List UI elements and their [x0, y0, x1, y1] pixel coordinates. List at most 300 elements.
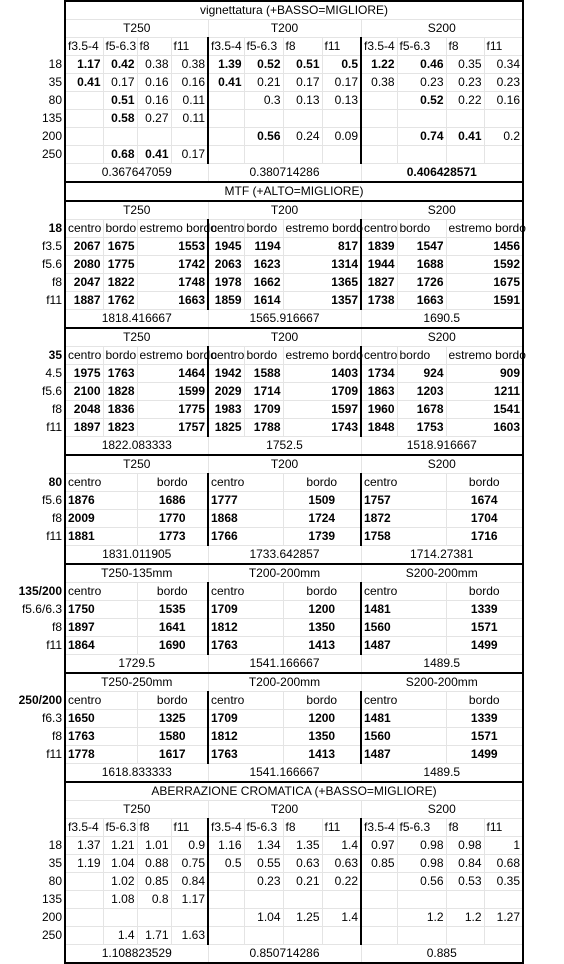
value-cell[interactable] — [65, 92, 103, 110]
value-cell[interactable]: 0.23 — [244, 873, 283, 891]
mtf-value[interactable]: 1200 — [283, 710, 361, 728]
mtf-value[interactable]: 1690 — [137, 637, 208, 655]
value-cell[interactable]: 0.8 — [137, 891, 171, 909]
value-cell[interactable]: 1.04 — [103, 855, 137, 873]
value-cell[interactable] — [208, 92, 244, 110]
lens-header[interactable]: T200 — [208, 328, 361, 347]
bordo-header[interactable]: bordo — [283, 583, 361, 601]
mtf-value[interactable]: 1763 — [65, 728, 137, 746]
value-cell[interactable]: 0.5 — [322, 56, 361, 74]
mtf-value[interactable]: 2063 — [208, 256, 244, 274]
mtf-value[interactable]: 1675 — [103, 238, 137, 256]
value-cell[interactable] — [361, 146, 397, 164]
value-cell[interactable]: 1.37 — [65, 837, 103, 855]
centro-header[interactable]: centro — [361, 347, 397, 365]
mtf-value[interactable]: 1350 — [283, 619, 361, 637]
centro-header[interactable]: centro — [208, 474, 283, 492]
mtf-value[interactable]: 1571 — [446, 619, 523, 637]
value-cell[interactable]: 1.17 — [65, 56, 103, 74]
mtf-value[interactable]: 2080 — [65, 256, 103, 274]
value-cell[interactable]: 0.41 — [65, 74, 103, 92]
value-cell[interactable]: 0.27 — [137, 110, 171, 128]
centro-header[interactable]: centro — [65, 583, 137, 601]
mtf-value[interactable]: 1704 — [446, 510, 523, 528]
mtf-value[interactable]: 1709 — [208, 710, 283, 728]
mtf-value[interactable]: 1547 — [397, 238, 446, 256]
value-cell[interactable] — [397, 110, 446, 128]
value-cell[interactable]: 0.74 — [397, 128, 446, 146]
value-cell[interactable] — [322, 891, 361, 909]
aperture-header[interactable]: f11 — [322, 819, 361, 837]
mtf-value[interactable]: 1757 — [361, 492, 446, 510]
value-cell[interactable] — [361, 128, 397, 146]
average-cell[interactable]: 1541.166667 — [208, 655, 361, 674]
section-title[interactable]: ABERRAZIONE CROMATICA (+BASSO=MIGLIORE) — [65, 782, 523, 801]
value-cell[interactable]: 1.02 — [103, 873, 137, 891]
estremo-bordo-header[interactable]: estremo bordo — [137, 347, 208, 365]
mtf-value[interactable]: 2067 — [65, 238, 103, 256]
mtf-value[interactable]: 1734 — [361, 365, 397, 383]
centro-header[interactable]: centro — [208, 220, 244, 238]
mtf-value[interactable]: 1773 — [137, 528, 208, 546]
mtf-value[interactable]: 1535 — [137, 601, 208, 619]
aperture-header[interactable]: f11 — [484, 38, 523, 56]
mtf-value[interactable]: 1863 — [361, 383, 397, 401]
bordo-header[interactable]: bordo — [137, 583, 208, 601]
value-cell[interactable]: 0.3 — [244, 92, 283, 110]
value-cell[interactable] — [361, 873, 397, 891]
centro-header[interactable]: centro — [65, 347, 103, 365]
mtf-value[interactable]: 1599 — [137, 383, 208, 401]
estremo-bordo-header[interactable]: estremo bordo — [137, 220, 208, 238]
lens-header[interactable]: T200 — [208, 801, 361, 819]
mtf-value[interactable]: 1674 — [446, 492, 523, 510]
mtf-value[interactable]: 1770 — [137, 510, 208, 528]
value-cell[interactable] — [208, 110, 244, 128]
mtf-value[interactable]: 1738 — [361, 292, 397, 310]
bordo-header[interactable]: bordo — [446, 692, 523, 710]
mtf-value[interactable]: 1881 — [65, 528, 137, 546]
value-cell[interactable]: 0.56 — [244, 128, 283, 146]
value-cell[interactable]: 0.16 — [171, 74, 208, 92]
mtf-value[interactable]: 1650 — [65, 710, 137, 728]
value-cell[interactable]: 0.84 — [171, 873, 208, 891]
value-cell[interactable] — [65, 909, 103, 927]
bordo-header[interactable]: bordo — [244, 347, 283, 365]
mtf-value[interactable]: 1588 — [244, 365, 283, 383]
mtf-value[interactable]: 1825 — [208, 419, 244, 437]
value-cell[interactable]: 0.68 — [103, 146, 137, 164]
value-cell[interactable]: 0.68 — [484, 855, 523, 873]
value-cell[interactable]: 1.35 — [283, 837, 322, 855]
mtf-value[interactable]: 1897 — [65, 619, 137, 637]
estremo-bordo-header[interactable]: estremo bordo — [283, 220, 361, 238]
aperture-header[interactable]: f3.5-4 — [361, 819, 397, 837]
value-cell[interactable] — [397, 927, 446, 945]
value-cell[interactable] — [283, 927, 322, 945]
mtf-value[interactable]: 1766 — [208, 528, 283, 546]
average-cell[interactable]: 1489.5 — [361, 655, 523, 674]
value-cell[interactable] — [446, 110, 484, 128]
value-cell[interactable] — [244, 110, 283, 128]
value-cell[interactable]: 0.22 — [446, 92, 484, 110]
lens-header[interactable]: T250 — [65, 201, 208, 220]
bordo-header[interactable]: bordo — [103, 347, 137, 365]
mtf-value[interactable]: 1960 — [361, 401, 397, 419]
value-cell[interactable] — [361, 110, 397, 128]
value-cell[interactable]: 0.35 — [446, 56, 484, 74]
aperture-header[interactable]: f3.5-4 — [208, 38, 244, 56]
value-cell[interactable]: 0.52 — [397, 92, 446, 110]
value-cell[interactable]: 1.4 — [103, 927, 137, 945]
lens-header[interactable]: S200-200mm — [361, 564, 523, 583]
value-cell[interactable]: 0.21 — [283, 873, 322, 891]
mtf-value[interactable]: 2047 — [65, 274, 103, 292]
value-cell[interactable]: 0.13 — [322, 92, 361, 110]
value-cell[interactable]: 0.41 — [446, 128, 484, 146]
average-cell[interactable]: 1618.833333 — [65, 764, 208, 783]
mtf-value[interactable]: 1487 — [361, 746, 446, 764]
value-cell[interactable]: 0.41 — [137, 146, 171, 164]
value-cell[interactable] — [484, 927, 523, 945]
value-cell[interactable] — [361, 909, 397, 927]
value-cell[interactable]: 0.38 — [361, 74, 397, 92]
value-cell[interactable] — [65, 128, 103, 146]
value-cell[interactable]: 1.2 — [446, 909, 484, 927]
value-cell[interactable]: 0.88 — [137, 855, 171, 873]
mtf-value[interactable]: 1864 — [65, 637, 137, 655]
mtf-value[interactable]: 1560 — [361, 619, 446, 637]
value-cell[interactable] — [397, 891, 446, 909]
mtf-value[interactable]: 1876 — [65, 492, 137, 510]
lens-header[interactable]: S200 — [361, 328, 523, 347]
mtf-value[interactable]: 1748 — [137, 274, 208, 292]
value-cell[interactable] — [137, 909, 171, 927]
value-cell[interactable]: 0.51 — [283, 56, 322, 74]
aperture-header[interactable]: f5-6.3 — [103, 38, 137, 56]
value-cell[interactable]: 0.97 — [361, 837, 397, 855]
mtf-value[interactable]: 1762 — [103, 292, 137, 310]
value-cell[interactable] — [397, 146, 446, 164]
centro-header[interactable]: centro — [361, 474, 446, 492]
bordo-header[interactable]: bordo — [397, 347, 446, 365]
aperture-header[interactable]: f5-6.3 — [103, 819, 137, 837]
value-cell[interactable]: 1.4 — [322, 909, 361, 927]
mtf-value[interactable]: 1509 — [283, 492, 361, 510]
value-cell[interactable] — [171, 128, 208, 146]
lens-header[interactable]: T200-200mm — [208, 673, 361, 692]
mtf-value[interactable]: 1983 — [208, 401, 244, 419]
mtf-value[interactable]: 1897 — [65, 419, 103, 437]
mtf-value[interactable]: 1339 — [446, 710, 523, 728]
mtf-value[interactable]: 1357 — [283, 292, 361, 310]
mtf-value[interactable]: 1603 — [446, 419, 523, 437]
average-cell[interactable]: 1.108823529 — [65, 945, 208, 964]
value-cell[interactable]: 1.21 — [103, 837, 137, 855]
value-cell[interactable]: 0.17 — [283, 74, 322, 92]
value-cell[interactable]: 1.25 — [283, 909, 322, 927]
bordo-header[interactable]: bordo — [244, 220, 283, 238]
mtf-value[interactable]: 1942 — [208, 365, 244, 383]
lens-header[interactable]: T250-250mm — [65, 673, 208, 692]
average-cell[interactable]: 1489.5 — [361, 764, 523, 783]
average-cell[interactable]: 1714.27381 — [361, 546, 523, 565]
value-cell[interactable]: 0.55 — [244, 855, 283, 873]
mtf-value[interactable]: 1211 — [446, 383, 523, 401]
mtf-value[interactable]: 1350 — [283, 728, 361, 746]
aperture-header[interactable]: f8 — [137, 819, 171, 837]
value-cell[interactable]: 1.16 — [208, 837, 244, 855]
mtf-value[interactable]: 1714 — [244, 383, 283, 401]
value-cell[interactable]: 0.17 — [103, 74, 137, 92]
mtf-value[interactable]: 1339 — [446, 601, 523, 619]
average-cell[interactable]: 0.406428571 — [361, 164, 523, 183]
value-cell[interactable]: 1.2 — [397, 909, 446, 927]
value-cell[interactable] — [446, 927, 484, 945]
value-cell[interactable]: 0.17 — [171, 146, 208, 164]
aperture-header[interactable]: f8 — [446, 819, 484, 837]
mtf-value[interactable]: 1597 — [283, 401, 361, 419]
centro-header[interactable]: centro — [361, 220, 397, 238]
value-cell[interactable]: 0.98 — [446, 837, 484, 855]
value-cell[interactable] — [283, 110, 322, 128]
lens-header[interactable]: T250 — [65, 328, 208, 347]
mtf-value[interactable]: 1675 — [446, 274, 523, 292]
value-cell[interactable] — [484, 110, 523, 128]
average-cell[interactable]: 1541.166667 — [208, 764, 361, 783]
average-cell[interactable]: 0.850714286 — [208, 945, 361, 964]
value-cell[interactable] — [208, 891, 244, 909]
mtf-value[interactable]: 1716 — [446, 528, 523, 546]
estremo-bordo-header[interactable]: estremo bordo — [283, 347, 361, 365]
mtf-value[interactable]: 1499 — [446, 746, 523, 764]
value-cell[interactable] — [361, 891, 397, 909]
mtf-value[interactable]: 1499 — [446, 637, 523, 655]
value-cell[interactable]: 0.23 — [484, 74, 523, 92]
bordo-header[interactable]: bordo — [103, 220, 137, 238]
value-cell[interactable]: 0.46 — [397, 56, 446, 74]
mtf-value[interactable]: 1763 — [208, 746, 283, 764]
mtf-value[interactable]: 1663 — [137, 292, 208, 310]
mtf-value[interactable]: 1487 — [361, 637, 446, 655]
mtf-value[interactable]: 1709 — [208, 601, 283, 619]
value-cell[interactable]: 0.53 — [446, 873, 484, 891]
value-cell[interactable]: 0.16 — [137, 92, 171, 110]
mtf-value[interactable]: 1978 — [208, 274, 244, 292]
mtf-value[interactable]: 1481 — [361, 710, 446, 728]
value-cell[interactable]: 0.51 — [103, 92, 137, 110]
section-title[interactable]: vignettatura (+BASSO=MIGLIORE) — [65, 1, 523, 20]
value-cell[interactable] — [283, 146, 322, 164]
average-cell[interactable]: 1818.416667 — [65, 310, 208, 329]
mtf-value[interactable]: 1823 — [103, 419, 137, 437]
mtf-value[interactable]: 1872 — [361, 510, 446, 528]
mtf-value[interactable]: 1194 — [244, 238, 283, 256]
value-cell[interactable]: 0.16 — [137, 74, 171, 92]
lens-header[interactable]: S200 — [361, 801, 523, 819]
mtf-value[interactable]: 1553 — [137, 238, 208, 256]
centro-header[interactable]: centro — [208, 583, 283, 601]
value-cell[interactable] — [244, 146, 283, 164]
value-cell[interactable]: 0.35 — [484, 873, 523, 891]
mtf-value[interactable]: 1827 — [361, 274, 397, 292]
mtf-value[interactable]: 1686 — [137, 492, 208, 510]
section-title[interactable]: MTF (+ALTO=MIGLIORE) — [65, 182, 523, 201]
average-cell[interactable]: 0.367647059 — [65, 164, 208, 183]
value-cell[interactable]: 0.5 — [208, 855, 244, 873]
mtf-value[interactable]: 1859 — [208, 292, 244, 310]
mtf-value[interactable]: 1591 — [446, 292, 523, 310]
value-cell[interactable]: 0.41 — [208, 74, 244, 92]
lens-header[interactable]: T250 — [65, 455, 208, 474]
lens-header[interactable]: S200-200mm — [361, 673, 523, 692]
mtf-value[interactable]: 1775 — [103, 256, 137, 274]
average-cell[interactable]: 0.380714286 — [208, 164, 361, 183]
mtf-value[interactable]: 1788 — [244, 419, 283, 437]
value-cell[interactable] — [65, 110, 103, 128]
aperture-header[interactable]: f8 — [283, 38, 322, 56]
centro-header[interactable]: centro — [361, 692, 446, 710]
mtf-value[interactable]: 1743 — [283, 419, 361, 437]
value-cell[interactable] — [322, 927, 361, 945]
centro-header[interactable]: centro — [208, 692, 283, 710]
mtf-value[interactable]: 817 — [283, 238, 361, 256]
value-cell[interactable] — [208, 146, 244, 164]
average-cell[interactable]: 1752.5 — [208, 437, 361, 456]
mtf-value[interactable]: 2100 — [65, 383, 103, 401]
value-cell[interactable]: 0.16 — [484, 92, 523, 110]
value-cell[interactable]: 1.63 — [171, 927, 208, 945]
value-cell[interactable] — [65, 146, 103, 164]
value-cell[interactable]: 1.04 — [244, 909, 283, 927]
value-cell[interactable]: 0.2 — [484, 128, 523, 146]
value-cell[interactable]: 0.13 — [283, 92, 322, 110]
mtf-value[interactable]: 1325 — [137, 710, 208, 728]
value-cell[interactable] — [484, 146, 523, 164]
value-cell[interactable] — [65, 927, 103, 945]
value-cell[interactable]: 1.22 — [361, 56, 397, 74]
value-cell[interactable] — [103, 909, 137, 927]
mtf-value[interactable]: 1778 — [65, 746, 137, 764]
value-cell[interactable] — [361, 927, 397, 945]
aperture-header[interactable]: f5-6.3 — [397, 819, 446, 837]
aperture-header[interactable]: f8 — [137, 38, 171, 56]
lens-header[interactable]: T250 — [65, 20, 208, 38]
mtf-value[interactable]: 1709 — [244, 401, 283, 419]
bordo-header[interactable]: bordo — [446, 474, 523, 492]
aperture-header[interactable]: f3.5-4 — [208, 819, 244, 837]
value-cell[interactable] — [322, 146, 361, 164]
bordo-header[interactable]: bordo — [283, 474, 361, 492]
average-cell[interactable]: 0.885 — [361, 945, 523, 964]
mtf-value[interactable]: 1541 — [446, 401, 523, 419]
average-cell[interactable]: 1565.916667 — [208, 310, 361, 329]
value-cell[interactable] — [65, 873, 103, 891]
mtf-value[interactable]: 1663 — [397, 292, 446, 310]
value-cell[interactable]: 0.9 — [171, 837, 208, 855]
estremo-bordo-header[interactable]: estremo bordo — [446, 220, 523, 238]
aperture-header[interactable]: f11 — [171, 819, 208, 837]
mtf-value[interactable]: 1836 — [103, 401, 137, 419]
value-cell[interactable] — [208, 873, 244, 891]
mtf-value[interactable]: 1688 — [397, 256, 446, 274]
value-cell[interactable] — [244, 891, 283, 909]
mtf-value[interactable]: 1828 — [103, 383, 137, 401]
value-cell[interactable] — [322, 110, 361, 128]
value-cell[interactable]: 0.85 — [137, 873, 171, 891]
value-cell[interactable]: 1.19 — [65, 855, 103, 873]
value-cell[interactable]: 0.98 — [397, 837, 446, 855]
value-cell[interactable]: 0.63 — [322, 855, 361, 873]
value-cell[interactable]: 1.01 — [137, 837, 171, 855]
mtf-value[interactable]: 2029 — [208, 383, 244, 401]
mtf-value[interactable]: 1580 — [137, 728, 208, 746]
aperture-header[interactable]: f5-6.3 — [397, 38, 446, 56]
mtf-value[interactable]: 1614 — [244, 292, 283, 310]
value-cell[interactable]: 0.23 — [397, 74, 446, 92]
value-cell[interactable] — [283, 891, 322, 909]
average-cell[interactable]: 1729.5 — [65, 655, 208, 674]
value-cell[interactable]: 0.38 — [171, 56, 208, 74]
mtf-value[interactable]: 1757 — [137, 419, 208, 437]
bordo-header[interactable]: bordo — [137, 474, 208, 492]
value-cell[interactable] — [137, 128, 171, 146]
centro-header[interactable]: centro — [361, 583, 446, 601]
value-cell[interactable]: 1.17 — [171, 891, 208, 909]
mtf-value[interactable]: 1868 — [208, 510, 283, 528]
lens-header[interactable]: T250-135mm — [65, 564, 208, 583]
mtf-value[interactable]: 1775 — [137, 401, 208, 419]
mtf-value[interactable]: 1481 — [361, 601, 446, 619]
mtf-value[interactable]: 1753 — [397, 419, 446, 437]
value-cell[interactable] — [361, 92, 397, 110]
value-cell[interactable] — [244, 927, 283, 945]
value-cell[interactable] — [446, 146, 484, 164]
mtf-value[interactable]: 1709 — [283, 383, 361, 401]
value-cell[interactable]: 0.98 — [397, 855, 446, 873]
value-cell[interactable] — [65, 891, 103, 909]
mtf-value[interactable]: 909 — [446, 365, 523, 383]
lens-header[interactable]: T250 — [65, 801, 208, 819]
value-cell[interactable]: 0.52 — [244, 56, 283, 74]
value-cell[interactable] — [484, 891, 523, 909]
value-cell[interactable]: 1.27 — [484, 909, 523, 927]
aperture-header[interactable]: f11 — [322, 38, 361, 56]
mtf-value[interactable]: 1403 — [283, 365, 361, 383]
mtf-value[interactable]: 1839 — [361, 238, 397, 256]
estremo-bordo-header[interactable]: estremo bordo — [446, 347, 523, 365]
value-cell[interactable]: 0.17 — [322, 74, 361, 92]
lens-header[interactable]: T200-200mm — [208, 564, 361, 583]
lens-header[interactable]: T200 — [208, 455, 361, 474]
mtf-value[interactable]: 1812 — [208, 728, 283, 746]
value-cell[interactable]: 0.11 — [171, 110, 208, 128]
bordo-header[interactable]: bordo — [446, 583, 523, 601]
mtf-value[interactable]: 1560 — [361, 728, 446, 746]
mtf-value[interactable]: 1662 — [244, 274, 283, 292]
value-cell[interactable]: 0.63 — [283, 855, 322, 873]
mtf-value[interactable]: 1726 — [397, 274, 446, 292]
mtf-value[interactable]: 1413 — [283, 746, 361, 764]
value-cell[interactable]: 0.84 — [446, 855, 484, 873]
value-cell[interactable]: 1.34 — [244, 837, 283, 855]
average-cell[interactable]: 1733.642857 — [208, 546, 361, 565]
aperture-header[interactable]: f3.5-4 — [361, 38, 397, 56]
value-cell[interactable]: 0.22 — [322, 873, 361, 891]
mtf-value[interactable]: 924 — [397, 365, 446, 383]
value-cell[interactable] — [208, 909, 244, 927]
mtf-value[interactable]: 1571 — [446, 728, 523, 746]
